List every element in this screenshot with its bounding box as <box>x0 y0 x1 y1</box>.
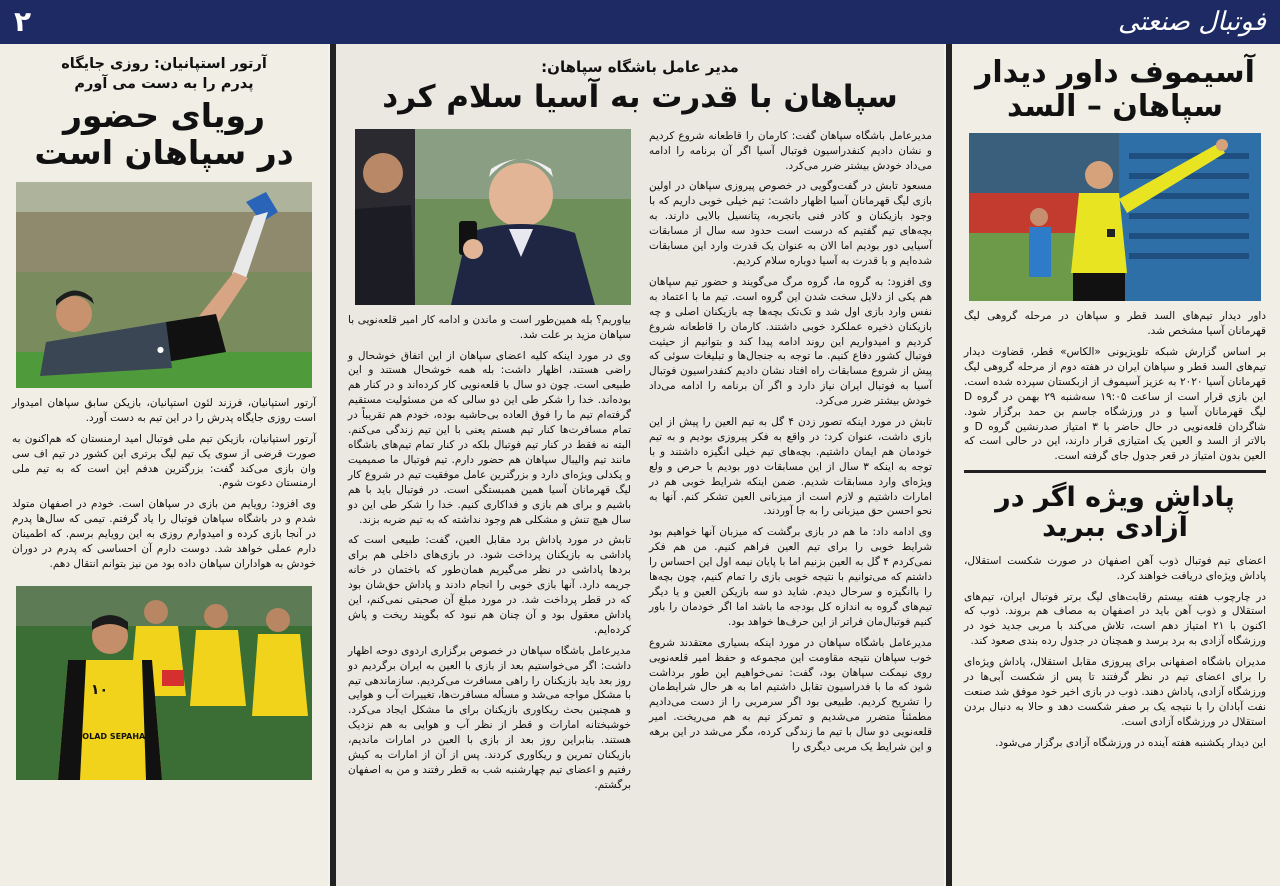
bonus-headline-line1: پاداش ویژه اگر در <box>995 482 1235 514</box>
stepanian-headline-line2: در سپاهان است <box>34 132 294 172</box>
bonus-headline-line2: آزادی ببرید <box>1042 512 1188 544</box>
stepanian-paragraph: وی افزود: رویایم من بازی در سپاهان است. خودم در اصفهان متولد شدم و در باشگاه سپاهان فوتبال را یاد گرفتم. تیمی که سال‌ها پدرم در آنجا بازی کرده و امیدوارم روزی به این رویایم برسم. که اطمینان دارم عملی خواهد شد. دوست دارم آن احساسی که پدرم در دوران خودش به هواداران سپاهان داده بود من نیز بتوانم انتقال دهم. <box>12 498 316 570</box>
manager-photo-art <box>355 129 631 305</box>
player-kick-photo-art <box>16 182 312 388</box>
article-paragraph: تابش در مورد پاداش برد مقابل العین، گفت: طبیعی است که پاداشی به بازیکنان پرداخت شود. در بازی‌های داخلی هم برای بردها پاداشی در نظر می‌گیریم همان‌طور که باختمان در خانه جریمه دارد. آنها بازی خوبی را انجام دادند و پاداش حق‌شان بود که در قطر پرداخت شد. در مورد مبلغ آن صحبتی نمی‌کنم، این پاداش معقول بود و آن چنان هم نبود که بگویند ریخت و پاش کرده‌ایم. <box>348 534 631 636</box>
player-kick-photo <box>16 182 312 388</box>
bonus-paragraph: اعضای تیم فوتبال ذوب آهن اصفهان در صورت شکست استقلال، پاداش ویژه‌ای دریافت خواهند کرد. <box>964 554 1266 582</box>
jersey-brand-label: FOOLAD SEPAHAN <box>70 731 152 741</box>
referee-paragraph: بر اساس گزارش شبکه تلویزیونی «الکاس» قطر، قضاوت دیدار تیم‌های السد قطر و سپاهان ایران در هفته دوم از مرحله گروهی لیگ قهرمانان آسیا ۲۰۲۰ به عزیز آسیموف از ازبکستان سپرده شده است. این بازی قرار است از ساعت ۱۹:۰۵ سه‌شنبه ۲۹ بهمن در گروه D لیگ قهرمانان آسیا و در ورزشگاه جاسم بن حمد برگزار شود. شاگردان قلعه‌نویی در حال حاضر با ۳ امتیاز صدرنشین گروه D و بالاتر از السد و العین یک امتیازی قرار دارند، این در حالی است که العین بدون امتیاز در قعر جدول جای گرفته است. <box>964 346 1267 463</box>
sepahan-kicker: مدیر عامل باشگاه سپاهان: <box>541 58 739 76</box>
article-paragraph: بیاوریم؟ بله همین‌طور است و ماندن و ادامه کار امیر قلعه‌نویی با سپاهان مزید بر علت شد. <box>348 313 631 341</box>
article-paragraph: مسعود تابش در گفت‌وگویی در خصوص پیروزی سپاهان در اولین بازی لیگ قهرمانان آسیا اظهار داشت: تیم خیلی خوبی داریم که با وجود بازیکنان و کادر فنی باتجربه، پتانسیل بالایی دارند. به بچه‌های تیم گفتیم که درست است حدود سه سال از مسابقات آسیایی دور بودیم اما الان به عنوان یک قدرت وارد این مسابقات شده‌ایم و با قدرت به آسیا دوباره سلام کردیم. <box>649 180 932 267</box>
article-paragraph: وی در مورد اینکه کلیه اعضای سپاهان از این اتفاق خوشحال و راضی هستند، اظهار داشت: بله همه خوشحال هستند و این طبیعی است. چون دو سال با قلعه‌نویی کار کرده‌اند و در کنار هم بوده‌اند. خدا را شکر طی این دو سالی که من مسئولیت مستقیم گرفته‌ام تیم ما را فوق العاده بی‌حاشیه بوده، خودم هم تقریباً در تمام مسافرت‌ها کنار تیم هستم یعنی با این تیم زندگی می‌کنم. البته نه فقط در کنار تیم فوتبال بلکه در کنار تمام تیم‌های باشگاه مانند تیم والیبال سپاهان هم حضور دارم. تیم فوتبال ما صمیمیت و یکدلی ویژه‌ای دارد و بزرگترین عامل موفقیت تیم در شروع کار لیگ قهرمانان آسیا همین همبستگی است. در فوتبال باید با هم باشیم و برای هم بازی و فداکاری کنیم. خدا را شکر طی این دو سال هیچ تنش و مشکلی هم وجود نداشته که به تیم ضربه بزند. <box>348 349 631 526</box>
article-paragraph: مدیرعامل باشگاه سپاهان گفت: کارمان را قاطعانه شروع کردیم و نشان دادیم کنفدراسیون فوتبال آسیا اگر آن برنامه را ادامه می‌داد خودش بیشتر ضرر می‌کرد. <box>649 129 932 172</box>
article-paragraph: تابش در مورد اینکه تصور زدن ۴ گل به تیم العین را پیش از این بازی داشت، عنوان کرد: در واقع به فکر پیروزی بودیم و به تیم خودمان هم ایمان داشتیم. بچه‌های تیم خیلی انگیزه داشتند و با توجه به اینکه ۳ سال از این مسابقات دور بودیم با حرص و ولع ویژه‌ای وارد مسابقات شدیم. ضمن اینکه شرایط خوبی هم در امارات داشتیم و لازم است از میزبانی العین تشکر کنم. آنها به نحو احسن حق میزبانی را به جا آوردند. <box>649 416 932 518</box>
bonus-paragraph: در چارچوب هفته بیستم رقابت‌های لیگ برتر فوتبال ایران، تیم‌های استقلال و ذوب آهن باید در اصفهان به مصاف هم بروند. ذوب که اکنون با ۲۱ امتیاز دهم است، تلاش می‌کند با مربی جدید خود در ورزشگاه آزادی به برد برسد و همچنان در جدول رده بندی صعود کند. <box>964 590 1266 648</box>
referee-headline-line1: آسیموف داور دیدار <box>975 55 1255 90</box>
article-paragraph: مدیرعامل باشگاه سپاهان در خصوص برگزاری اردوی دوحه اظهار داشت: اگر می‌خواستیم بعد از بازی با العین به ایران برگردیم دو روز بعد باید بازیکنان را راهی مسافرت می‌کردیم. سازماندهی تیم با مشکل مواجه می‌شد و مسأله مسافرت‌ها، تغییرات آب و هوایی و همچنین بحث ریکاوری بازیکنان برای ما مشکل ایجاد می‌کرد. خوشبختانه امارات و قطر از نظر آب و هوایی به هم نزدیک هستند. بنابراین روز بعد از بازی با العین در امارات ماندیم، بازیکنان تمرین و ریکاوری کردند. پس از آن از امارات به کیش رفتیم و اعضای تیم چهارشنبه شب به قطر رفتند و من به اصفهان برگشتم. <box>348 644 631 791</box>
article-paragraph: مدیرعامل باشگاه سپاهان در مورد اینکه بسیاری معتقدند شروع خوب سپاهان نتیجه مقاومت این مجموعه و حفظ امیر قلعه‌نویی روی نیمکت سپاهان بود، گفت: نمی‌خواهیم این طور برداشت شود که ما با فدراسیون تقابل داشتیم اما به هر حال شرایط‌مان را تشریح کردیم. طبیعی بود اگر سرمربی را از دست می‌دادیم مطمئناً متضرر می‌شدیم و تمرکز تیم به هم می‌ریخت. امیر قلعه‌نویی دو سال با تیم ما زندگی کرده، مگر می‌شد در این برهه و این شرایط یک مربی دیگری را <box>649 636 932 754</box>
bonus-paragraph: این دیدار یکشنبه هفته آینده در ورزشگاه آزادی برگزار می‌شود. <box>995 736 1266 749</box>
left-column <box>0 44 328 886</box>
sepahan-team-photo <box>16 586 312 780</box>
referee-paragraph: داور دیدار تیم‌های السد قطر و سپاهان در مرحله گروهی لیگ قهرمانان آسیا مشخص شد. <box>964 310 1266 338</box>
article-column-left <box>348 129 631 799</box>
stepanian-kicker-line2: پدرم را به دست می آورم <box>74 76 254 92</box>
referee-photo-art <box>969 133 1261 301</box>
stepanian-paragraph: آرتور استپانیان، فرزند لئون استپانیان، بازیکن سابق سپاهان امیدوار است روزی جایگاه پدرش را در این تیم به دست آورد. <box>12 396 316 424</box>
header-bar <box>0 0 1280 44</box>
sepahan-headline: سپاهان با قدرت به آسیا سلام کرد <box>382 79 898 115</box>
middle-column <box>336 44 944 886</box>
svg-text:۱۰: ۱۰ <box>90 681 108 698</box>
sepahan-team-photo-art <box>16 586 312 780</box>
stepanian-kicker-line1: آرتور استپانیان: روزی جایگاه <box>61 56 267 72</box>
referee-headline-line2: سپاهان – السد <box>1007 88 1223 124</box>
article-paragraph: وی افزود: به گروه ما، گروه مرگ می‌گویند و حضور تیم سپاهان هم یکی از دلایل سخت شدن این گروه است. تیم ما با اعتماد به نفس وارد بازی اول شد و تک‌تک بچه‌ها چه بازیکنان اصلی و چه بازیکنان ذخیره عملکرد خوبی داشتند. کارمان را قاطعانه شروع کردیم و امیدواریم این روند ادامه پیدا کند و بتوانیم از حیثیت فوتبال کشور دفاع کنیم. ما توجه به جنجال‌ها و تبلیغات سوئی که پیش از شروع مسابقات راه افتاد نشان دادیم کنفدراسیون فوتبال آسیا به فوتبال ایران نیاز دارد و اگر آن برنامه را ادامه می‌داد خودش بیشتر ضرر می‌کرد. <box>649 275 932 408</box>
bonus-paragraph: مدیران باشگاه اصفهانی برای پیروزی مقابل استقلال، پاداش ویژه‌ای را برای اعضای تیم در نظر گرفتند تا پس از شکست آبی‌ها در ورزشگاه آزادی، پاداش دهند. ذوب در بازی اخیر خود موفق شد صنعت نفت آبادان را با نتیجه یک بر صفر شکست دهد و حالا به دنبال بردن استقلال در ورزشگاه آزادی است. <box>964 656 1266 728</box>
article-column-right <box>649 129 932 799</box>
manager-photo <box>355 129 631 305</box>
stepanian-paragraph: آرتور استپانیان، بازیکن تیم ملی فوتبال امید ارمنستان که هم‌اکنون به صورت قرضی از سوی یک تیم لیگ برتری این کشور در تیم اف سی وان بازی می‌کند گفت: بزرگترین هدفم این است که به تیم ملی ارمنستان دعوت شوم. <box>12 432 316 490</box>
page-number: ۲ <box>14 5 32 38</box>
newspaper-logo: فوتبال صنعتی <box>1117 7 1266 37</box>
section-divider <box>964 470 1266 473</box>
stepanian-headline-line1: رویای حضور <box>62 96 265 135</box>
article-paragraph: وی ادامه داد: ما هم در بازی برگشت که میزبان آنها خواهیم بود شرایط خوبی را برای تیم العین فراهم کنیم. من هم فکر نمی‌کردم ۴ گل به العین بزنیم اما با پایان نیمه اول این احساس را داشتم که می‌توانیم با نتیجه خوبی بازی را تمام کنیم، چون بچه‌ها را باانگیزه و سرحال دیدم. شاید دو سه بازیکن العین و یا دیگر تیم‌های گروه به اندازه کل بودجه ما باشد اما اگر خودمان را باور کنیم فوتبال‌مان فراتر از این حرف‌ها خواهد بود. <box>649 526 932 628</box>
right-column <box>952 44 1280 886</box>
referee-photo <box>969 133 1261 301</box>
article-columns <box>348 129 932 799</box>
svg-text:●: ● <box>157 344 164 354</box>
